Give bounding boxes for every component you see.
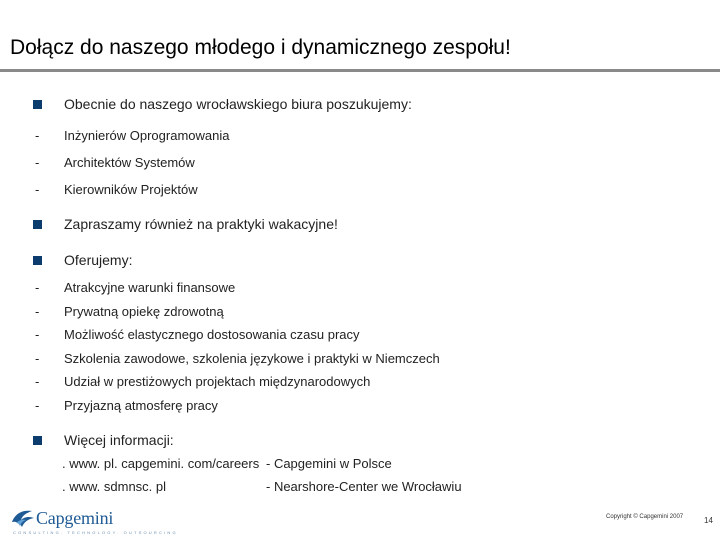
page-number: 14: [704, 516, 713, 525]
capgemini-logo: [10, 508, 178, 535]
slide-title: Dołącz do naszego młodego i dynamicznego zespołu!: [10, 36, 511, 59]
bullet-heading: Zapraszamy również na praktyki wakacyjne!: [64, 216, 338, 232]
nearshore-link[interactable]: . www. sdmnsc. pl: [62, 479, 167, 494]
sub-item-text: Architektów Systemów: [64, 155, 195, 170]
dash-bullet: -: [35, 304, 40, 319]
dash-bullet: -: [35, 182, 40, 197]
careers-link[interactable]: . www. pl. capgemini. com/careers: [62, 456, 260, 471]
dash-bullet: -: [35, 327, 40, 342]
sub-item-text: Udział w prestiżowych projektach międzynarodowych: [64, 374, 371, 389]
square-bullet-icon: [33, 436, 42, 445]
bullet-heading: Oferujemy:: [64, 252, 133, 268]
link-description: - Capgemini w Polsce: [266, 456, 392, 471]
bullet-heading: Więcej informacji:: [64, 432, 174, 448]
logo-tagline: CONSULTING. TECHNOLOGY. OUTSOURCING: [13, 530, 178, 535]
spade-logo-icon: [10, 508, 36, 530]
dash-bullet: -: [35, 280, 40, 295]
dash-bullet: -: [35, 128, 40, 143]
sub-item-text: Możliwość elastycznego dostosowania czasu pracy: [64, 327, 360, 342]
title-divider: [0, 69, 720, 72]
square-bullet-icon: [33, 100, 42, 109]
sub-item-text: Kierowników Projektów: [64, 182, 198, 197]
square-bullet-icon: [33, 220, 42, 229]
logo-wordmark: Capgemini: [36, 508, 114, 528]
bullet-heading: Obecnie do naszego wrocławskiego biura poszukujemy:: [64, 96, 412, 112]
dash-bullet: -: [35, 398, 40, 413]
link-description: - Nearshore-Center we Wrocławiu: [266, 479, 462, 494]
dash-bullet: -: [35, 374, 40, 389]
sub-item-text: Prywatną opiekę zdrowotną: [64, 304, 224, 319]
dash-bullet: -: [35, 155, 40, 170]
sub-item-text: Inżynierów Oprogramowania: [64, 128, 230, 143]
sub-item-text: Przyjazną atmosferę pracy: [64, 398, 218, 413]
dash-bullet: -: [35, 351, 40, 366]
sub-item-text: Atrakcyjne warunki finansowe: [64, 280, 236, 295]
square-bullet-icon: [33, 256, 42, 265]
copyright-notice: Copyright © Capgemini 2007: [606, 514, 684, 520]
sub-item-text: Szkolenia zawodowe, szkolenia językowe i praktyki w Niemczech: [64, 351, 440, 366]
